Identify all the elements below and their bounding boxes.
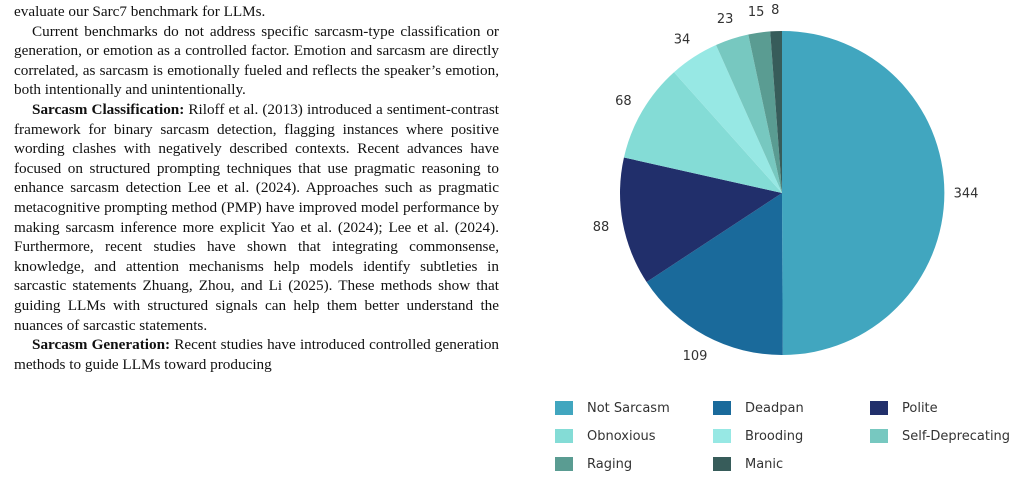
- legend-label: Brooding: [745, 428, 804, 444]
- legend-item: [713, 453, 870, 475]
- legend-item: [555, 425, 713, 447]
- paper-text-column: [14, 2, 499, 374]
- legend-label: Self-Deprecating: [902, 428, 1011, 444]
- section-heading-sarcasm-generation: Sarcasm Generation:: [32, 336, 171, 354]
- pie-slice-not-sarcasm: [782, 31, 944, 355]
- pie-value-label: 34: [673, 32, 691, 48]
- paragraph-4-body: Recent studies have introduced controlled generation methods to guide LLMs toward producing: [14, 336, 500, 373]
- pie-value-label: 344: [953, 186, 979, 202]
- legend-item: [870, 425, 1015, 447]
- legend-item: [713, 397, 870, 419]
- paragraph-2: Current benchmarks do not address specific sarcasm-type classification or generation, or emotion as a controlled factor. Emotion and sarcasm are directly correlated, as sarcasm is emotionally fueled and reflects the speaker’s emotion, both intentionally and unintentionally.: [14, 22, 499, 99]
- pie-value-label: 88: [592, 220, 610, 235]
- legend-swatch: [555, 457, 573, 471]
- pie-value-label: 8: [771, 3, 780, 19]
- pie-value-label: 15: [747, 4, 765, 20]
- legend-label: Deadpan: [745, 400, 804, 416]
- legend-item: [555, 453, 713, 475]
- legend-item: [870, 397, 1015, 419]
- legend-swatch: [713, 457, 731, 471]
- pie-value-label: 23: [716, 12, 734, 27]
- pie-chart: [540, 0, 1015, 390]
- paragraph-1: evaluate our Sarc7 benchmark for LLMs.: [14, 3, 266, 20]
- legend-swatch: [713, 429, 731, 443]
- legend-swatch: [870, 401, 888, 415]
- legend-swatch: [555, 401, 573, 415]
- legend-item: [713, 425, 870, 447]
- pie-value-label: 109: [682, 349, 708, 365]
- legend-swatch: [870, 429, 888, 443]
- paragraph-4: [14, 335, 499, 374]
- legend-swatch: [555, 429, 573, 443]
- section-heading-sarcasm-classification: Sarcasm Classification:: [32, 100, 185, 118]
- paragraph-3: [14, 100, 499, 335]
- legend-swatch: [713, 401, 731, 415]
- legend-label: Polite: [902, 400, 938, 416]
- paragraph-3-body: Riloff et al. (2013) introduced a sentiment-contrast framework for binary sarcasm detection, flagging instances where positive wording clashes with negatively described contexts. Recent advances have focused on structured prompting techniques that use pragmatic reasoning to enhance sarcasm detection Lee et al. (2024). Approaches such as pragmatic metacognitive prompting method (PMP) have improved model performance by making sarcasm inference more explicit Yao et al. (2024); Lee et al. (2024). Furthermore, recent studies have shown that integrating commonsense, knowledge, and attention mechanisms help models identify subtleties in sarcastic statements Zhuang, Zhou, and Li (2025). These methods show that guiding LLMs with structured signals can help them better understand the nuances of sarcastic statements.: [14, 100, 499, 334]
- legend-label: Not Sarcasm: [587, 400, 670, 416]
- legend-item: [555, 397, 713, 419]
- legend-label: Obnoxious: [587, 428, 656, 444]
- pie-value-label: 68: [615, 93, 632, 109]
- legend-label: Raging: [587, 456, 633, 472]
- pie-chart-figure: [540, 0, 1015, 498]
- legend-label: Manic: [745, 456, 784, 472]
- chart-legend: [555, 397, 1015, 475]
